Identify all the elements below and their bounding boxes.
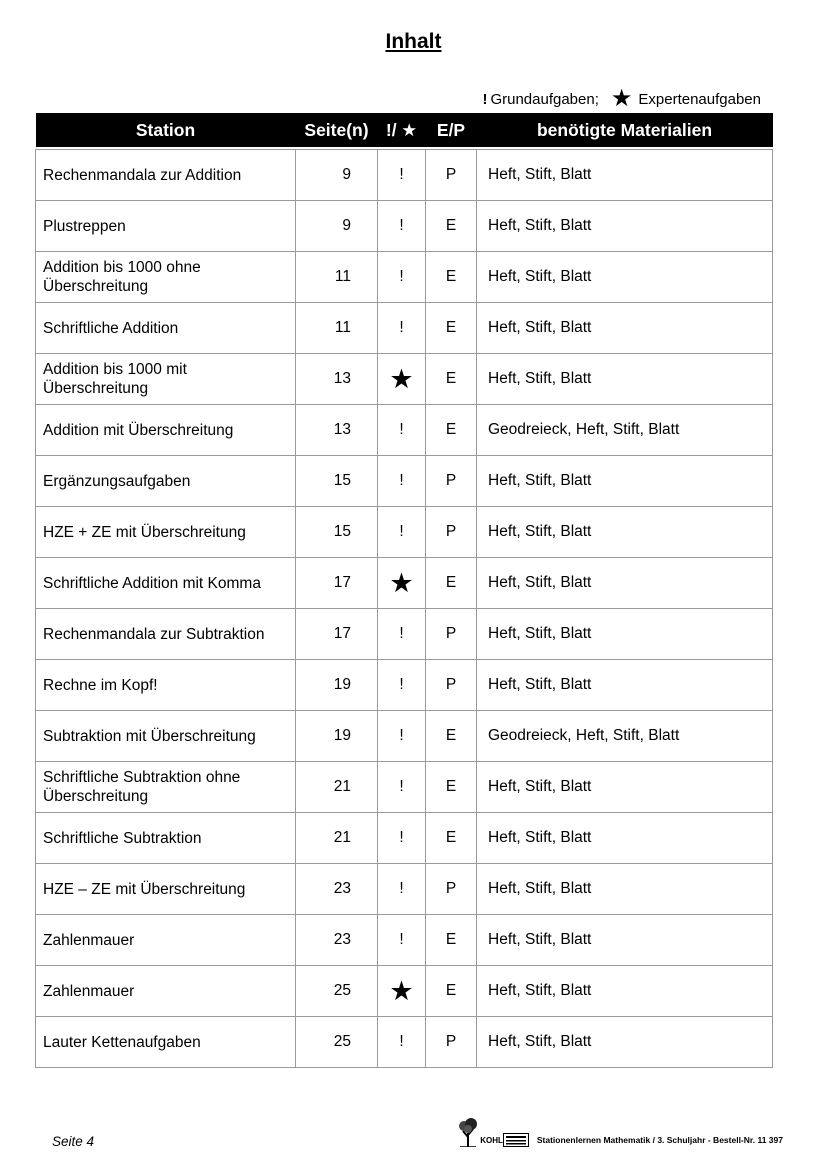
- page-cell: 9: [296, 201, 378, 252]
- materials-cell: Heft, Stift, Blatt: [477, 966, 773, 1017]
- basic-task-label: Grundaufgaben;: [490, 90, 599, 108]
- table-row: [36, 150, 773, 201]
- materials-cell: Heft, Stift, Blatt: [477, 507, 773, 558]
- table-row: [36, 558, 773, 609]
- tree-icon: [457, 1117, 479, 1147]
- table-row: [36, 354, 773, 405]
- station-cell: Rechne im Kopf!: [36, 660, 296, 711]
- station-cell: Addition bis 1000 ohne Überschreitung: [36, 252, 296, 303]
- basic-task-symbol: !: [482, 90, 488, 108]
- ep-cell: E: [426, 558, 477, 609]
- materials-cell: Heft, Stift, Blatt: [477, 1017, 773, 1068]
- page-cell: 15: [296, 456, 378, 507]
- publisher-logo: [457, 1117, 529, 1147]
- page-cell: 9: [296, 150, 378, 201]
- table-header-row: [36, 113, 773, 147]
- ep-cell: P: [426, 507, 477, 558]
- expert-task-star-icon: ★: [378, 966, 426, 1017]
- ep-cell: P: [426, 660, 477, 711]
- ep-cell: E: [426, 354, 477, 405]
- table-row: [36, 813, 773, 864]
- header-ep: E/P: [426, 113, 477, 147]
- station-cell: Subtraktion mit Überschreitung: [36, 711, 296, 762]
- basic-task-marker: !: [378, 201, 426, 252]
- materials-cell: Geodreieck, Heft, Stift, Blatt: [477, 405, 773, 456]
- materials-cell: Heft, Stift, Blatt: [477, 303, 773, 354]
- table-row: [36, 660, 773, 711]
- page-cell: 15: [296, 507, 378, 558]
- header-seite: Seite(n): [296, 113, 378, 147]
- footer-publisher: [457, 1117, 783, 1147]
- header-materials: benötigte Materialien: [477, 113, 773, 147]
- basic-task-marker: !: [378, 405, 426, 456]
- station-cell: Schriftliche Addition mit Komma: [36, 558, 296, 609]
- materials-cell: Heft, Stift, Blatt: [477, 354, 773, 405]
- footer-info: Stationenlernen Mathematik / 3. Schuljahr - Bestell-Nr. 11 397: [536, 1135, 783, 1145]
- table-row: [36, 507, 773, 558]
- page-cell: 11: [296, 303, 378, 354]
- materials-cell: Heft, Stift, Blatt: [477, 762, 773, 813]
- table-row: [36, 456, 773, 507]
- page-title: Inhalt: [385, 30, 442, 53]
- station-cell: Schriftliche Subtraktion: [36, 813, 296, 864]
- table-row: [36, 201, 773, 252]
- table-row: [36, 405, 773, 456]
- contents-table: [35, 113, 773, 1068]
- expert-task-star-icon: ★: [378, 354, 426, 405]
- page-cell: 21: [296, 762, 378, 813]
- materials-cell: Heft, Stift, Blatt: [477, 456, 773, 507]
- page-cell: 11: [296, 252, 378, 303]
- station-cell: HZE + ZE mit Überschreitung: [36, 507, 296, 558]
- table-row: [36, 252, 773, 303]
- materials-cell: Heft, Stift, Blatt: [477, 201, 773, 252]
- page-number: Seite 4: [52, 1134, 95, 1149]
- page-cell: 17: [296, 609, 378, 660]
- ep-cell: P: [426, 456, 477, 507]
- ep-cell: P: [426, 864, 477, 915]
- basic-task-marker: !: [378, 507, 426, 558]
- page-cell: 17: [296, 558, 378, 609]
- materials-cell: Heft, Stift, Blatt: [477, 813, 773, 864]
- station-cell: HZE – ZE mit Überschreitung: [36, 864, 296, 915]
- materials-cell: Heft, Stift, Blatt: [477, 864, 773, 915]
- ep-cell: P: [426, 150, 477, 201]
- ep-cell: E: [426, 201, 477, 252]
- ep-cell: E: [426, 252, 477, 303]
- ep-cell: P: [426, 1017, 477, 1068]
- basic-task-marker: !: [378, 1017, 426, 1068]
- station-cell: Plustreppen: [36, 201, 296, 252]
- table-row: [36, 1017, 773, 1068]
- materials-cell: Heft, Stift, Blatt: [477, 558, 773, 609]
- materials-cell: Heft, Stift, Blatt: [477, 660, 773, 711]
- table-row: [36, 711, 773, 762]
- table-row: [36, 966, 773, 1017]
- legend: [482, 85, 761, 112]
- basic-task-marker: !: [378, 609, 426, 660]
- materials-cell: Heft, Stift, Blatt: [477, 150, 773, 201]
- ep-cell: E: [426, 915, 477, 966]
- table-row: [36, 864, 773, 915]
- expert-task-label: Expertenaufgaben: [638, 90, 761, 108]
- ep-cell: E: [426, 813, 477, 864]
- materials-cell: Heft, Stift, Blatt: [477, 609, 773, 660]
- table-row: [36, 609, 773, 660]
- station-cell: Zahlenmauer: [36, 915, 296, 966]
- basic-task-marker: !: [378, 303, 426, 354]
- page-cell: 25: [296, 1017, 378, 1068]
- materials-cell: Heft, Stift, Blatt: [477, 252, 773, 303]
- station-cell: Addition bis 1000 mit Überschreitung: [36, 354, 296, 405]
- basic-task-marker: !: [378, 660, 426, 711]
- ep-cell: E: [426, 303, 477, 354]
- materials-cell: Geodreieck, Heft, Stift, Blatt: [477, 711, 773, 762]
- station-cell: Lauter Kettenaufgaben: [36, 1017, 296, 1068]
- table-row: [36, 303, 773, 354]
- table-row: [36, 915, 773, 966]
- station-cell: Ergänzungsaufgaben: [36, 456, 296, 507]
- page-cell: 21: [296, 813, 378, 864]
- page-cell: 13: [296, 405, 378, 456]
- station-cell: Addition mit Überschreitung: [36, 405, 296, 456]
- basic-task-marker: !: [378, 762, 426, 813]
- page-cell: 19: [296, 660, 378, 711]
- table-body: [36, 147, 773, 1068]
- basic-task-marker: !: [378, 252, 426, 303]
- basic-task-marker: !: [378, 456, 426, 507]
- page-cell: 23: [296, 864, 378, 915]
- station-cell: Rechenmandala zur Addition: [36, 150, 296, 201]
- ep-cell: E: [426, 711, 477, 762]
- station-cell: Zahlenmauer: [36, 966, 296, 1017]
- basic-task-marker: !: [378, 150, 426, 201]
- ep-cell: E: [426, 966, 477, 1017]
- star-icon: ★: [610, 85, 633, 112]
- station-cell: Schriftliche Subtraktion ohne Überschreitung: [36, 762, 296, 813]
- materials-cell: Heft, Stift, Blatt: [477, 915, 773, 966]
- table-row: [36, 762, 773, 813]
- basic-task-marker: !: [378, 915, 426, 966]
- ep-cell: E: [426, 405, 477, 456]
- basic-task-marker: !: [378, 813, 426, 864]
- ep-cell: E: [426, 762, 477, 813]
- logo-text: KOHL: [480, 1136, 503, 1145]
- basic-task-marker: !: [378, 711, 426, 762]
- header-task-type: !/ ★: [378, 113, 426, 147]
- page-cell: 23: [296, 915, 378, 966]
- page-cell: 25: [296, 966, 378, 1017]
- station-cell: Schriftliche Addition: [36, 303, 296, 354]
- page-cell: 13: [296, 354, 378, 405]
- ep-cell: P: [426, 609, 477, 660]
- header-station: Station: [36, 113, 296, 147]
- station-cell: Rechenmandala zur Subtraktion: [36, 609, 296, 660]
- publisher-wordmark-graphic: [503, 1133, 529, 1147]
- basic-task-marker: !: [378, 864, 426, 915]
- expert-task-star-icon: ★: [378, 558, 426, 609]
- page-cell: 19: [296, 711, 378, 762]
